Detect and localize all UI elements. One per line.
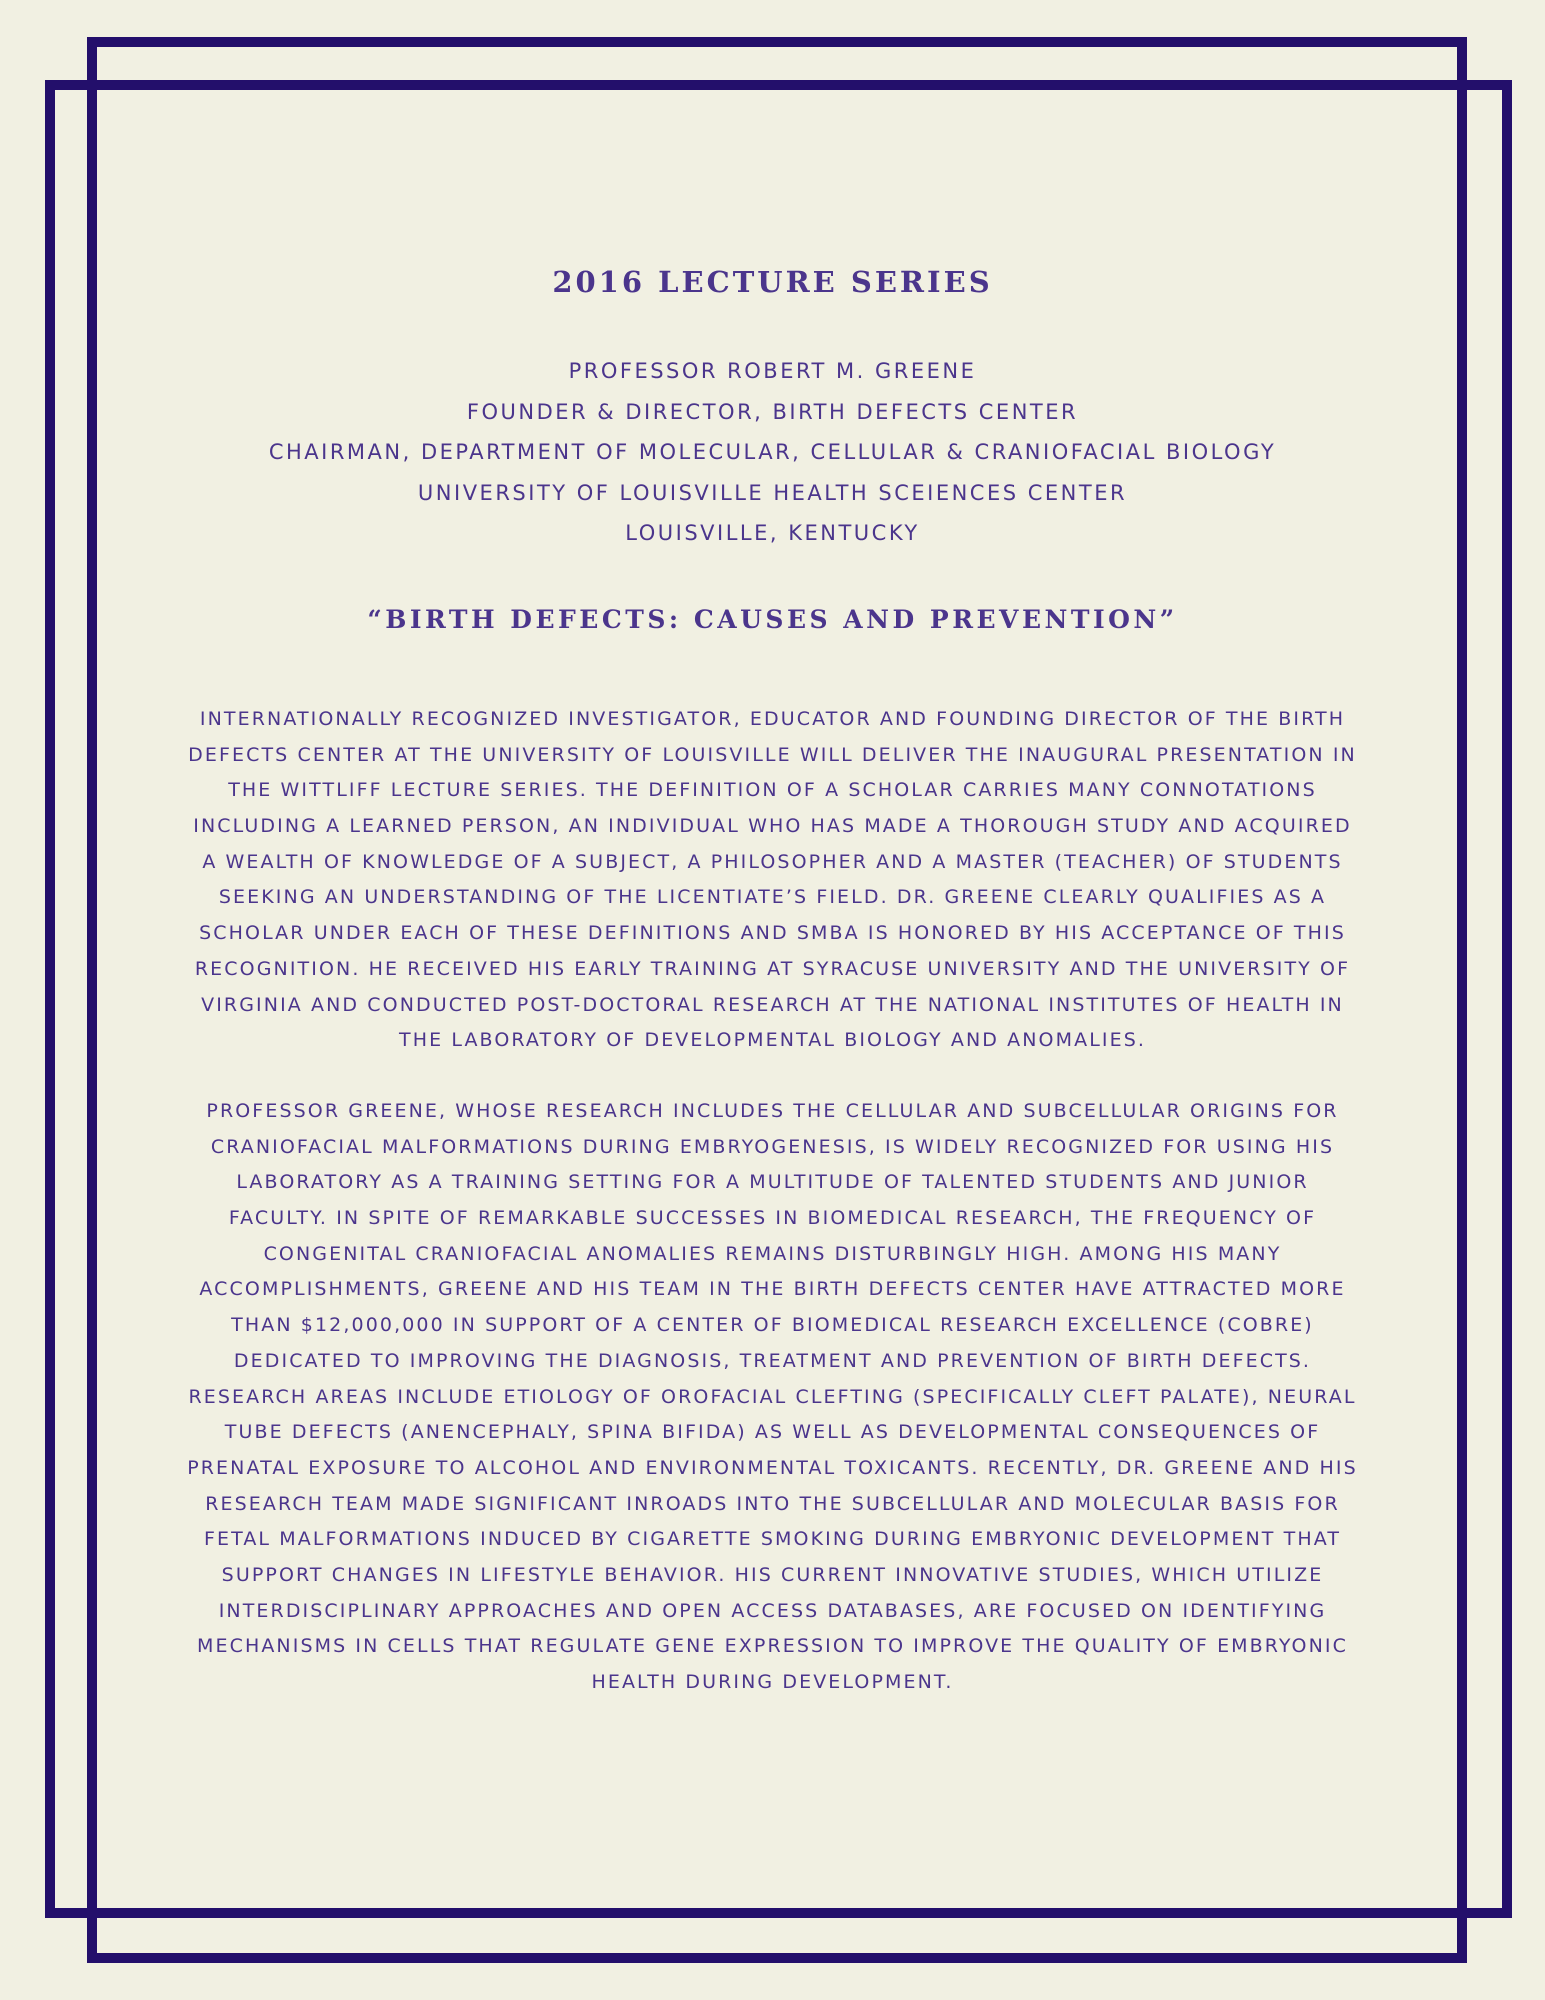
speaker-block: [120, 351, 1425, 554]
text-line: SUPPORT CHANGES IN LIFESTYLE BEHAVIOR. HIS CURRENT INNOVATIVE STUDIES, WHICH UTILIZE: [221, 1563, 1324, 1586]
text-line: FETAL MALFORMATIONS INDUCED BY CIGARETTE SMOKING DURING EMBRYONIC DEVELOPMENT THAT: [203, 1528, 1342, 1551]
series-title: 2016 LECTURE SERIES: [552, 265, 993, 299]
speaker-location: LOUISVILLE, KENTUCKY: [625, 521, 920, 545]
text-line: DEDICATED TO IMPROVING THE DIAGNOSIS, TREATMENT AND PREVENTION OF BIRTH DEFECTS.: [233, 1349, 1312, 1372]
text-line: PRENATAL EXPOSURE TO ALCOHOL AND ENVIRONMENTAL TOXICANTS. RECENTLY, DR. GREENE AND HIS: [187, 1456, 1358, 1479]
text-line: SEEKING AN UNDERSTANDING OF THE LICENTIATE’S FIELD. DR. GREENE CLEARLY QUALIFIES AS A: [218, 886, 1327, 909]
text-line: A WEALTH OF KNOWLEDGE OF A SUBJECT, A PHILOSOPHER AND A MASTER (TEACHER) OF STUDENTS: [202, 850, 1343, 873]
bio-paragraph-2: [120, 1094, 1425, 1701]
text-line: ACCOMPLISHMENTS, GREENE AND HIS TEAM IN THE BIRTH DEFECTS CENTER HAVE ATTRACTED MORE: [199, 1278, 1346, 1301]
text-line: INTERNATIONALLY RECOGNIZED INVESTIGATOR, EDUCATOR AND FOUNDING DIRECTOR OF THE BIRTH: [199, 708, 1346, 730]
text-line: TUBE DEFECTS (ANENCEPHALY, SPINA BIFIDA) AS WELL AS DEVELOPMENTAL CONSEQUENCES OF: [224, 1421, 1321, 1444]
text-line: MECHANISMS IN CELLS THAT REGULATE GENE EXPRESSION TO IMPROVE THE QUALITY OF EMBRYONIC: [196, 1635, 1348, 1658]
text-line: RESEARCH TEAM MADE SIGNIFICANT INROADS INTO THE SUBCELLULAR AND MOLECULAR BASIS FOR: [205, 1492, 1340, 1515]
text-line: HEALTH DURING DEVELOPMENT.: [591, 1671, 954, 1693]
text-line: CRANIOFACIAL MALFORMATIONS DURING EMBRYOGENESIS, IS WIDELY RECOGNIZED FOR USING HIS: [210, 1135, 1335, 1158]
text-line: RECOGNITION. HE RECEIVED HIS EARLY TRAINING AT SYRACUSE UNIVERSITY AND THE UNIVERSITY OF: [194, 957, 1351, 980]
text-line: THE WITTLIFF LECTURE SERIES. THE DEFINITION OF A SCHOLAR CARRIES MANY CONNOTATIONS: [228, 779, 1317, 802]
speaker-institution: UNIVERSITY OF LOUISVILLE HEALTH SCEIENCES CENTER: [417, 480, 1128, 505]
text-line: FACULTY. IN SPITE OF REMARKABLE SUCCESSES IN BIOMEDICAL RESEARCH, THE FREQUENCY OF: [228, 1207, 1317, 1230]
text-line: CONGENITAL CRANIOFACIAL ANOMALIES REMAINS DISTURBINGLY HIGH. AMONG HIS MANY: [263, 1242, 1282, 1265]
lecture-title: “BIRTH DEFECTS: CAUSES AND PREVENTION”: [367, 605, 1178, 634]
text-line: DEFECTS CENTER AT THE UNIVERSITY OF LOUISVILLE WILL DELIVER THE INAUGURAL PRESENTATION IN: [188, 743, 1357, 766]
text-line: SCHOLAR UNDER EACH OF THESE DEFINITIONS AND SMBA IS HONORED BY HIS ACCEPTANCE OF THIS: [199, 922, 1346, 945]
text-line: PROFESSOR GREENE, WHOSE RESEARCH INCLUDES THE CELLULAR AND SUBCELLULAR ORIGINS FOR: [206, 1100, 1339, 1122]
speaker-name: PROFESSOR ROBERT M. GREENE: [568, 359, 977, 383]
text-line: THE LABORATORY OF DEVELOPMENTAL BIOLOGY AND ANOMALIES.: [398, 1029, 1146, 1052]
text-line: RESEARCH AREAS INCLUDE ETIOLOGY OF OROFACIAL CLEFTING (SPECIFICALLY CLEFT PALATE), NEURAL: [188, 1385, 1357, 1408]
speaker-role-founder: FOUNDER & DIRECTOR, BIRTH DEFECTS CENTER: [466, 399, 1079, 424]
text-line: LABORATORY AS A TRAINING SETTING FOR A MULTITUDE OF TALENTED STUDENTS AND JUNIOR: [236, 1171, 1309, 1194]
text-line: VIRGINIA AND CONDUCTED POST-DOCTORAL RESEARCH AT THE NATIONAL INSTITUTES OF HEALTH IN: [201, 993, 1344, 1016]
speaker-role-chairman: CHAIRMAN, DEPARTMENT OF MOLECULAR, CELLULAR & CRANIOFACIAL BIOLOGY: [268, 440, 1277, 464]
text-line: INTERDISCIPLINARY APPROACHES AND OPEN ACCESS DATABASES, ARE FOCUSED ON IDENTIFYING: [218, 1599, 1327, 1622]
text-line: INCLUDING A LEARNED PERSON, AN INDIVIDUAL WHO HAS MADE A THOROUGH STUDY AND ACQUIRED: [193, 815, 1352, 838]
bio-paragraph-1: [120, 702, 1425, 1059]
text-line: THAN $12,000,000 IN SUPPORT OF A CENTER OF BIOMEDICAL RESEARCH EXCELLENCE (COBRE): [231, 1314, 1314, 1337]
